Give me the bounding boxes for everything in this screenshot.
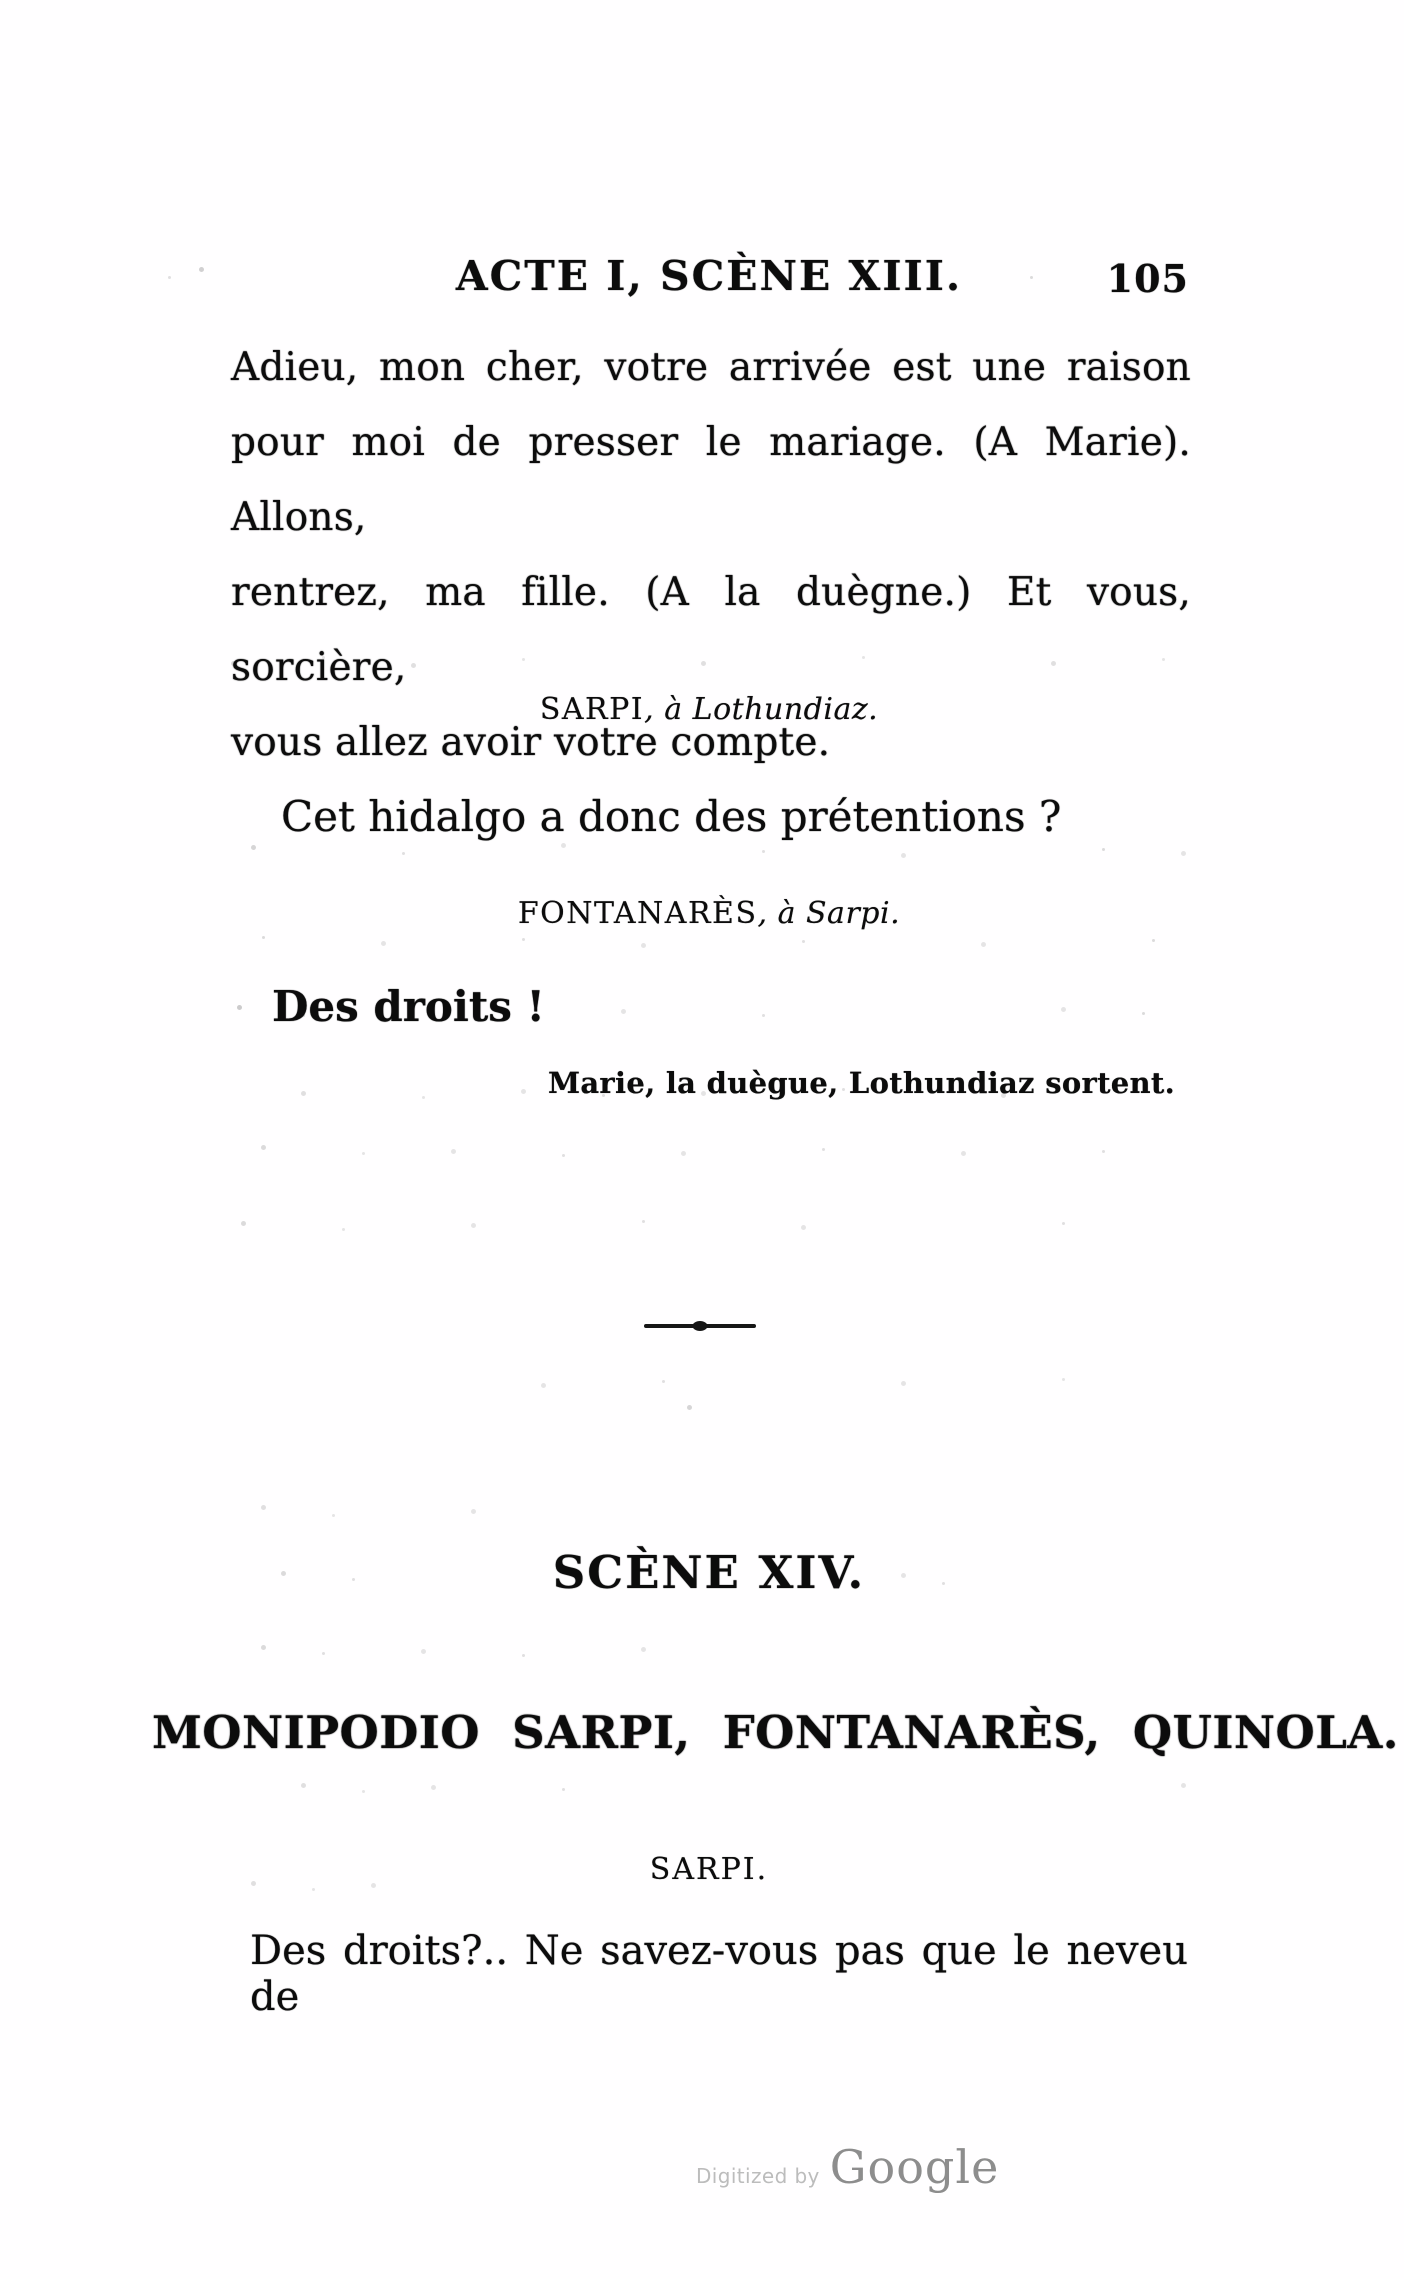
digitized-by-label: Digitized by xyxy=(696,2164,820,2188)
stage-direction-fontanares xyxy=(229,896,1189,931)
direction-text: , à Lothundiaz. xyxy=(644,692,879,727)
character-name: FONTANARÈS xyxy=(517,896,758,931)
paragraph-line-1: Adieu, mon cher, votre arrivée est une raison xyxy=(231,345,1191,390)
direction-text: , à Sarpi. xyxy=(757,896,901,931)
page-header xyxy=(229,252,1189,300)
scene-characters: MONIPODIO SARPI, FONTANARÈS, QUINOLA. xyxy=(152,1706,1399,1759)
stage-direction-sarpi xyxy=(229,692,1189,727)
page-number: 105 xyxy=(1106,256,1189,301)
paragraph-line-4: vous allez avoir votre compte. xyxy=(231,720,831,765)
paragraph-line-3: rentrez, ma fille. (A la duègne.) Et vous, sorcière, xyxy=(231,570,1191,690)
paragraph-line-2: pour moi de presser le mariage. (A Marie). Allons, xyxy=(231,420,1191,540)
dialogue-line-fontanares: Des droits ! xyxy=(272,982,545,1031)
section-divider xyxy=(644,1324,756,1328)
google-watermark: Google xyxy=(829,2140,1000,2194)
scene-heading: SCÈNE XIV. xyxy=(552,1546,866,1599)
running-head: ACTE I, SCÈNE XIII. xyxy=(455,252,963,300)
speaker-name: SARPI. xyxy=(649,1852,769,1887)
dialogue-line-sarpi-2: Des droits?.. Ne savez-vous pas que le neveu de xyxy=(250,1928,1188,2020)
footer xyxy=(696,2140,999,2194)
scan-noise xyxy=(0,0,3,3)
divider-ornament xyxy=(693,1321,708,1331)
exit-stage-direction: Marie, la duègue, Lothundiaz sortent. xyxy=(547,1066,1175,1100)
character-name: SARPI xyxy=(539,692,645,727)
dialogue-line-sarpi: Cet hidalgo a donc des prétentions ? xyxy=(281,792,1062,841)
